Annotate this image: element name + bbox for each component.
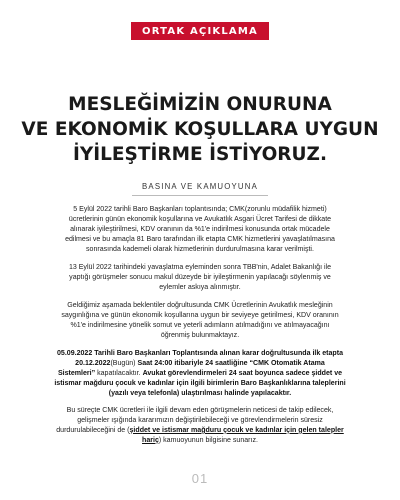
paragraph-line: durdurulabileceğini de (şiddet ve istismar mağduru çocuk ve kadınlar için gelen talepler	[56, 426, 344, 434]
paragraph-line: (yazılı veya telefonla) ulaştırılması halinde yapılacaktır.	[108, 389, 292, 397]
paragraph-line: %1'e indirilmesine yönelik somut ve yeterli adımların atılmadığını ve atılmayacağını	[70, 321, 330, 329]
paragraph-line: hariç) kamuoyunun bilgisine sunarız.	[142, 436, 258, 444]
subtitle-divider	[132, 195, 268, 196]
headline-line: VE EKONOMİK KOŞULLARA UYGUN	[21, 119, 379, 140]
paragraph-line: Geldiğimiz aşamada beklentiler doğrultusunda CMK Ücretlerinin Avukatlık mesleğinin	[67, 302, 333, 309]
subtitle: BASINA VE KAMUOYUNA	[142, 182, 258, 191]
paragraph-line: öğrenmiş bulunmaktayız.	[160, 331, 240, 339]
paragraph-line: yaptığı görüşmeler sonucu makul düzeyde bir iyileştirmenin yapılacağı söylenmiş ve	[69, 273, 331, 281]
paragraph-line: 5 Eylül 2022 tarihli Baro Başkanları toplantısında; CMK(zorunlu müdafilik hizmeti)	[73, 206, 327, 213]
paragraph-line: istismar mağduru çocuk ve kadınlar için ilgili birimlerin Baro Başkanlıklarına taleplerini	[54, 379, 346, 387]
headline-line: MESLEĞİMİZİN ONURUNA	[68, 94, 332, 115]
paragraph-3	[34, 301, 366, 341]
paragraph-line: alınarak iyileştirilmesi, KDV oranının da %1'e indirilmesi konusunda ortak mücadele	[70, 225, 330, 233]
paragraph-line: 20.12.2022(Bugün) Saat 24:00 itibariyle 24 saatliğine “CMK Otomatik Atama	[75, 359, 325, 367]
headline	[0, 92, 400, 167]
paragraph-line: eylemler askıya alınmıştır.	[159, 283, 241, 291]
paragraph-5	[34, 406, 366, 446]
paragraph-line: saygınlığına ve günün ekonomik koşullarına uygun bir seviyeye getirilmesi, KDV oranının	[61, 311, 339, 319]
paragraph-line: ücretlerinin günün ekonomik koşullarına ve Avukatlık Asgari Ücret Tarifesi de dikkate	[68, 215, 332, 223]
paragraph-2	[34, 263, 366, 293]
paragraph-1	[34, 205, 366, 255]
paragraph-line: sonrasında kademeli olarak hizmetlerinin durdurulmasına karar verilmişti.	[86, 245, 314, 253]
headline-line: İYİLEŞTİRME İSTİYORUZ.	[72, 144, 328, 165]
announcement-badge: ORTAK AÇIKLAMA	[131, 22, 269, 40]
paragraph-line: Sistemleri” kapatılacaktır. Avukat görevlendirmeleri 24 saat boyunca sadece şiddet ve	[57, 369, 343, 377]
paragraph-line: Bu süreçte CMK ücretleri ile ilgili devam eden görüşmelerin neticesi de takip edilecek,	[66, 407, 334, 414]
paragraph-line: gelişmeler ışığında kararımızın değiştirilebileceği ve görevlendirmelerin süresiz	[77, 416, 323, 424]
paragraph-line: edilmesi ve bu amaçla 81 Baro tarafından ilk etapta CMK hizmetlerini yavaşlatılmasına	[65, 235, 335, 243]
page-number: 01	[191, 471, 209, 486]
paragraph-4	[34, 349, 366, 399]
paragraph-line: 13 Eylül 2022 tarihindeki yavaşlatma eyleminden sonra TBB'nin, Adalet Bakanlığı ile	[68, 264, 332, 271]
paragraph-line: 05.09.2022 Tarihli Baro Başkanları Toplantısında alınan karar doğrultusunda ilk etapta	[56, 350, 343, 357]
